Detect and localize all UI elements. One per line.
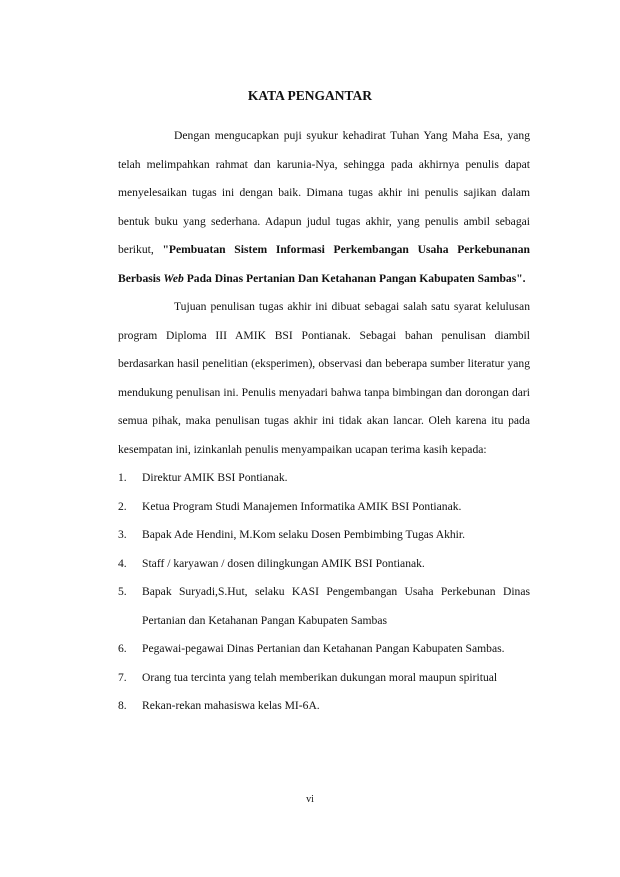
document-body [118,122,530,721]
list-item-text: Direktur AMIK BSI Pontianak. [142,471,288,484]
list-item [118,493,530,522]
list-item-number: 2. [118,499,127,513]
list-item-number: 8. [118,699,127,712]
thesis-title-web: Web [163,271,184,285]
list-item-text: Bapak Suryadi,S.Hut, selaku KASI Pengembangan Usaha Perkebunan Dinas Pertanian dan Ketahanan Pangan Kabupaten Sambas [142,585,530,627]
list-item-text: Rekan-rekan mahasiswa kelas MI-6A. [142,699,320,712]
list-item [118,550,530,579]
list-item-text: Bapak Ade Hendini, M.Kom selaku Dosen Pembimbing Tugas Akhir. [142,528,466,541]
list-item-number: 6. [118,642,127,655]
list-item-text: Pegawai-pegawai Dinas Pertanian dan Ketahanan Pangan Kabupaten Sambas. [142,642,505,655]
list-item-number: 1. [118,471,127,484]
list-item-number: 5. [118,585,127,598]
list-item [118,664,530,693]
paragraph-purpose: Tujuan penulisan tugas akhir ini dibuat sebagai salah satu syarat kelulusan program Diploma III AMIK BSI Pontianak. Sebagai bahan penulisan diambil berdasarkan hasil penelitian (eksperimen), observasi dan beberapa sumber literatur yang mendukung penulisan ini. Penulis menyadari bahwa tanpa bimbingan dan dorongan dari semua pihak, maka penulisan tugas akhir ini tidak akan lancar. Oleh karena itu pada kesempatan ini, izinkanlah penulis menyampaikan ucapan terima kasih kepada: [118,300,530,456]
list-item-text: Staff / karyawan / dosen dilingkungan AMIK BSI Pontianak. [142,556,425,570]
list-item-number: 4. [118,556,127,570]
list-item-number: 3. [118,528,127,541]
thesis-title-part2: Pada Dinas Pertanian Dan Ketahanan Pangan Kabupaten Sambas". [186,271,526,285]
list-item-text: Ketua Program Studi Manajemen Informatika AMIK BSI Pontianak. [142,499,462,513]
thesis-title-part1: "Pembuatan Sistem Informasi Perkembangan Usaha Perkebunanan Berbasis [118,243,530,285]
paragraph-intro [118,122,530,293]
thesis-title [118,243,530,285]
list-item [118,692,530,721]
list-item [118,635,530,664]
page-number: vi [306,794,314,805]
paragraph-intro-text: Dengan mengucapkan puji syukur kehadirat Tuhan Yang Maha Esa, yang telah melimpahkan rahmat dan karunia-Nya, sehingga pada akhirnya penulis dapat menyelesaikan tugas ini dengan baik. Dimana tugas akhir ini penulis sajikan dalam bentuk buku yang sederhana. Adapun judul tugas akhir, yang penulis ambil sebagai berikut, [118,129,530,256]
thanks-list [118,464,530,721]
list-item [118,578,530,635]
list-item-number: 7. [118,670,127,684]
list-item [118,521,530,550]
list-item [118,464,530,493]
page-title: KATA PENGANTAR [247,88,373,103]
list-item-text: Orang tua tercinta yang telah memberikan dukungan moral maupun spiritual [142,670,498,684]
